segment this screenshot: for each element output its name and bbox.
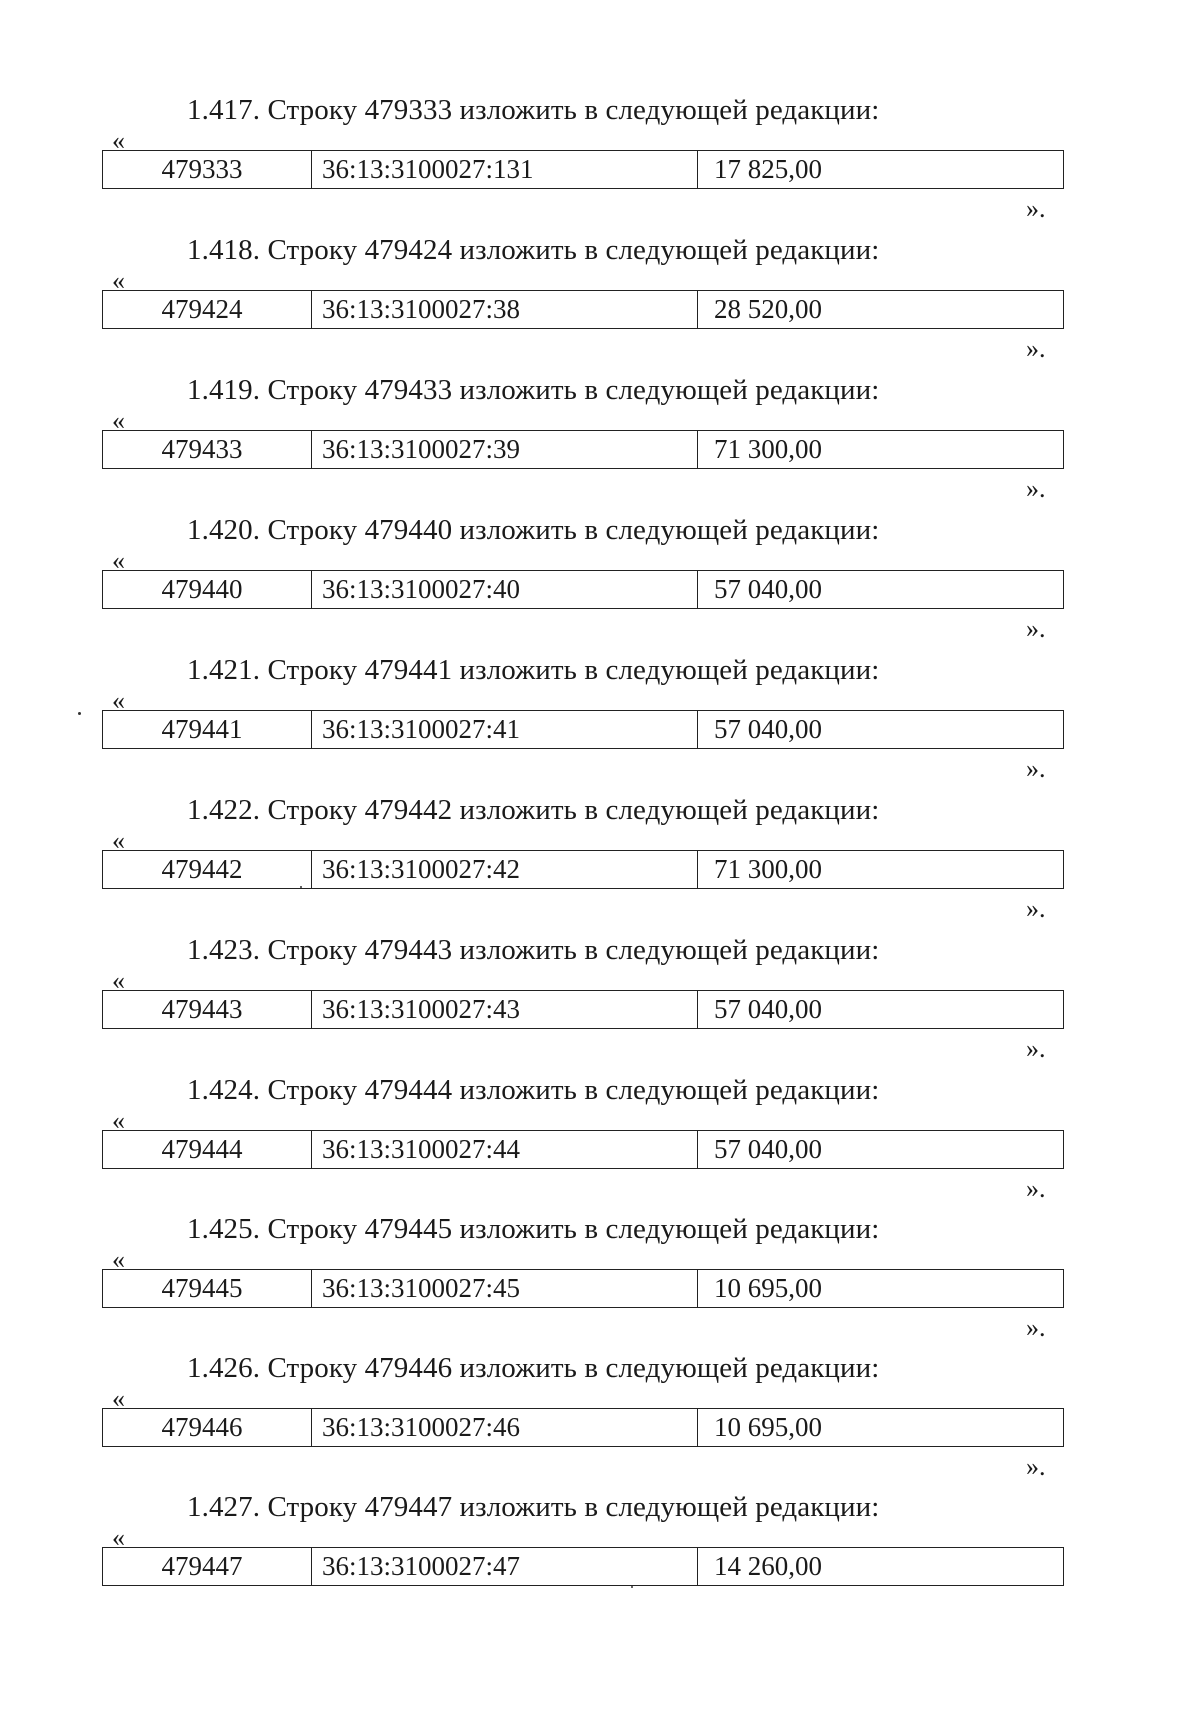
row-number-cell: 479447 — [103, 1548, 312, 1585]
table-row — [102, 990, 1064, 1029]
cadastral-number-cell: 36:13:3100027:47 — [312, 1548, 698, 1585]
amendment-1-427 — [0, 1490, 1200, 1630]
table-row — [102, 150, 1064, 189]
amendment-heading: 1.418. Строку 479424 изложить в следующей редакции: — [187, 234, 880, 266]
closing-quote: ». — [1026, 1313, 1046, 1342]
scan-speck — [78, 712, 81, 715]
cadastral-number-cell: 36:13:3100027:46 — [312, 1409, 698, 1446]
table-row — [102, 850, 1064, 889]
opening-quote: « — [112, 126, 125, 155]
cadastral-number-cell: 36:13:3100027:41 — [312, 711, 698, 748]
closing-quote: ». — [1026, 194, 1046, 223]
table-row — [102, 1269, 1064, 1308]
scan-speck — [300, 886, 302, 888]
closing-quote: ». — [1026, 614, 1046, 643]
amendment-heading: 1.426. Строку 479446 изложить в следующей редакции: — [187, 1352, 880, 1384]
scan-speck — [631, 1586, 633, 1588]
closing-quote: ». — [1026, 1174, 1046, 1203]
opening-quote: « — [112, 826, 125, 855]
cadastral-number-cell: 36:13:3100027:44 — [312, 1131, 698, 1168]
value-cell: 10 695,00 — [714, 1412, 822, 1442]
opening-quote: « — [112, 1245, 125, 1274]
value-cell: 57 040,00 — [714, 714, 822, 744]
value-cell: 28 520,00 — [714, 294, 822, 324]
amendment-1-419 — [0, 373, 1200, 513]
opening-quote: « — [112, 546, 125, 575]
closing-quote: ». — [1026, 754, 1046, 783]
closing-quote: ». — [1026, 1452, 1046, 1481]
amendment-1-422 — [0, 793, 1200, 933]
amendment-1-423 — [0, 933, 1200, 1073]
amendment-1-424 — [0, 1073, 1200, 1213]
amendment-heading: 1.424. Строку 479444 изложить в следующей редакции: — [187, 1074, 880, 1106]
amendment-1-425 — [0, 1212, 1200, 1352]
table-row — [102, 570, 1064, 609]
value-cell: 10 695,00 — [714, 1273, 822, 1303]
row-number-cell: 479433 — [103, 431, 312, 468]
amendment-heading: 1.427. Строку 479447 изложить в следующей редакции: — [187, 1491, 880, 1523]
value-cell: 57 040,00 — [714, 574, 822, 604]
amendment-1-420 — [0, 513, 1200, 653]
cadastral-number-cell: 36:13:3100027:39 — [312, 431, 698, 468]
row-number-cell: 479444 — [103, 1131, 312, 1168]
cadastral-number-cell: 36:13:3100027:131 — [312, 151, 698, 188]
amendment-heading: 1.421. Строку 479441 изложить в следующей редакции: — [187, 654, 880, 686]
closing-quote: ». — [1026, 334, 1046, 363]
amendment-heading: 1.417. Строку 479333 изложить в следующей редакции: — [187, 94, 880, 126]
table-row — [102, 1130, 1064, 1169]
value-cell: 57 040,00 — [714, 1134, 822, 1164]
value-cell: 14 260,00 — [714, 1551, 822, 1581]
closing-quote: ». — [1026, 1034, 1046, 1063]
table-row — [102, 430, 1064, 469]
amendment-1-421 — [0, 653, 1200, 793]
amendment-heading: 1.422. Строку 479442 изложить в следующей редакции: — [187, 794, 880, 826]
row-number-cell: 479424 — [103, 291, 312, 328]
value-cell: 71 300,00 — [714, 854, 822, 884]
closing-quote: ». — [1026, 894, 1046, 923]
row-number-cell: 479445 — [103, 1270, 312, 1307]
amendment-heading: 1.423. Строку 479443 изложить в следующей редакции: — [187, 934, 880, 966]
opening-quote: « — [112, 1106, 125, 1135]
closing-quote: ». — [1026, 474, 1046, 503]
opening-quote: « — [112, 966, 125, 995]
table-row — [102, 710, 1064, 749]
value-cell: 57 040,00 — [714, 994, 822, 1024]
opening-quote: « — [112, 1384, 125, 1413]
opening-quote: « — [112, 1523, 125, 1552]
row-number-cell: 479441 — [103, 711, 312, 748]
row-number-cell: 479333 — [103, 151, 312, 188]
cadastral-number-cell: 36:13:3100027:43 — [312, 991, 698, 1028]
amendment-1-417 — [0, 93, 1200, 233]
amendment-heading: 1.419. Строку 479433 изложить в следующей редакции: — [187, 374, 880, 406]
cadastral-number-cell: 36:13:3100027:40 — [312, 571, 698, 608]
amendment-1-418 — [0, 233, 1200, 373]
cadastral-number-cell: 36:13:3100027:42 — [312, 851, 698, 888]
amendment-heading: 1.420. Строку 479440 изложить в следующей редакции: — [187, 514, 880, 546]
table-row — [102, 290, 1064, 329]
table-row — [102, 1408, 1064, 1447]
row-number-cell: 479443 — [103, 991, 312, 1028]
opening-quote: « — [112, 686, 125, 715]
opening-quote: « — [112, 266, 125, 295]
amendment-heading: 1.425. Строку 479445 изложить в следующей редакции: — [187, 1213, 880, 1245]
opening-quote: « — [112, 406, 125, 435]
amendment-1-426 — [0, 1351, 1200, 1491]
row-number-cell: 479442 — [103, 851, 312, 888]
cadastral-number-cell: 36:13:3100027:45 — [312, 1270, 698, 1307]
value-cell: 71 300,00 — [714, 434, 822, 464]
row-number-cell: 479446 — [103, 1409, 312, 1446]
cadastral-number-cell: 36:13:3100027:38 — [312, 291, 698, 328]
value-cell: 17 825,00 — [714, 154, 822, 184]
table-row — [102, 1547, 1064, 1586]
row-number-cell: 479440 — [103, 571, 312, 608]
